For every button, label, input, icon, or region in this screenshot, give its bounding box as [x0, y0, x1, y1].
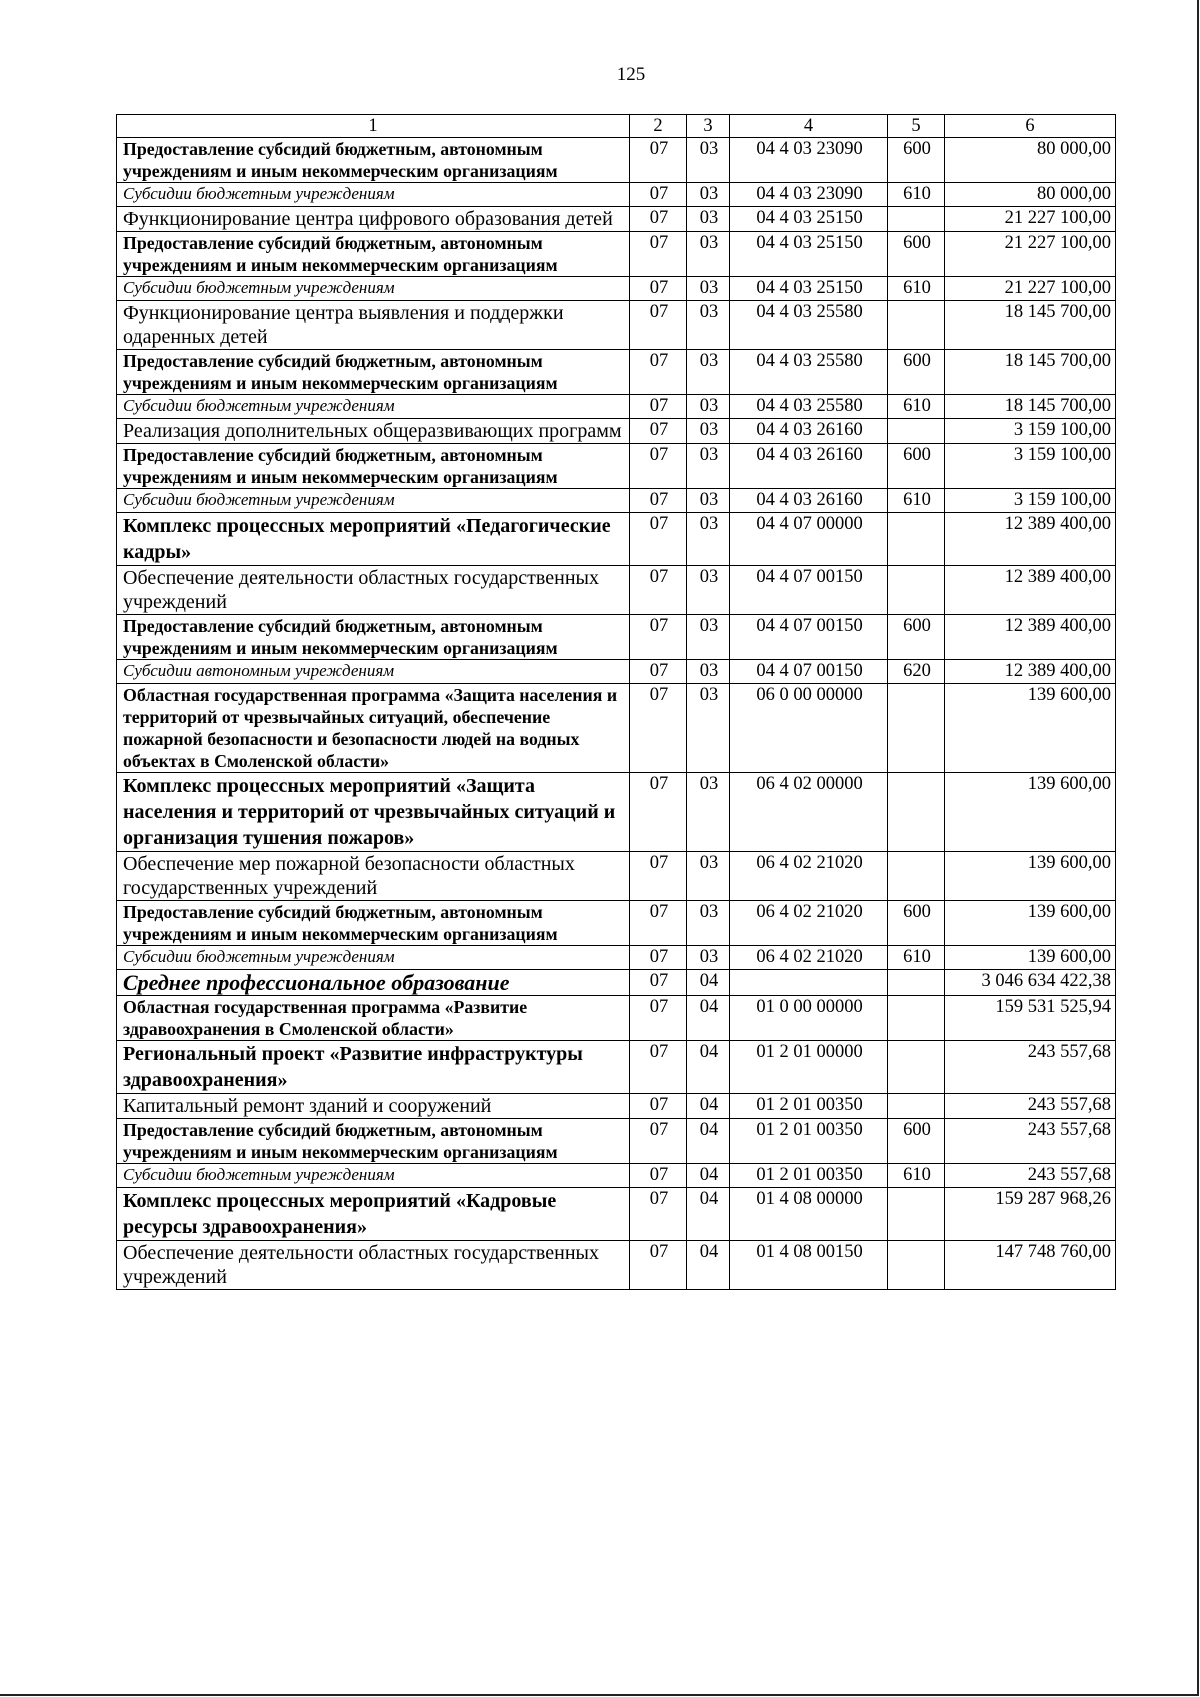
- row-amount-cell: 3 046 634 422,38: [945, 970, 1116, 996]
- row-name-cell: Обеспечение деятельности областных государственных учреждений: [117, 1241, 630, 1290]
- row-amount-cell: 18 145 700,00: [945, 350, 1116, 395]
- table-row: [117, 419, 1116, 444]
- row-name-cell: Функционирование центра цифрового образования детей: [117, 207, 630, 232]
- row-name-cell: Среднее профессиональное образование: [117, 970, 630, 996]
- row-amount-cell: 21 227 100,00: [945, 277, 1116, 301]
- row-amount-cell: 18 145 700,00: [945, 301, 1116, 350]
- row-subsection-code-cell: 04: [687, 1241, 730, 1290]
- row-name-cell: Субсидии бюджетным учреждениям: [117, 277, 630, 301]
- table-row: [117, 444, 1116, 489]
- row-section-code-cell: 07: [630, 684, 687, 773]
- table-row: [117, 1041, 1116, 1094]
- table-row: [117, 350, 1116, 395]
- row-subsection-code-cell: 03: [687, 489, 730, 513]
- row-expense-type-cell: [888, 207, 945, 232]
- row-target-article-cell: 04 4 03 25150: [730, 277, 888, 301]
- row-target-article-cell: 04 4 03 26160: [730, 489, 888, 513]
- row-target-article-cell: 04 4 03 25150: [730, 232, 888, 277]
- row-amount-cell: 243 557,68: [945, 1119, 1116, 1164]
- row-expense-type-cell: [888, 566, 945, 615]
- row-target-article-cell: 01 2 01 00000: [730, 1041, 888, 1094]
- row-name-cell: Субсидии бюджетным учреждениям: [117, 183, 630, 207]
- row-section-code-cell: 07: [630, 660, 687, 684]
- row-section-code-cell: 07: [630, 901, 687, 946]
- row-section-code-cell: 07: [630, 1188, 687, 1241]
- row-subsection-code-cell: 03: [687, 901, 730, 946]
- row-amount-cell: 243 557,68: [945, 1094, 1116, 1119]
- table-row: [117, 277, 1116, 301]
- row-subsection-code-cell: 04: [687, 1041, 730, 1094]
- row-section-code-cell: 07: [630, 566, 687, 615]
- row-target-article-cell: 06 4 02 21020: [730, 901, 888, 946]
- row-name-cell: Субсидии бюджетным учреждениям: [117, 1164, 630, 1188]
- row-subsection-code-cell: 03: [687, 301, 730, 350]
- row-section-code-cell: 07: [630, 301, 687, 350]
- row-expense-type-cell: [888, 1188, 945, 1241]
- row-target-article-cell: 06 0 00 00000: [730, 684, 888, 773]
- row-subsection-code-cell: 03: [687, 684, 730, 773]
- row-section-code-cell: 07: [630, 419, 687, 444]
- header-cell-4: 4: [730, 115, 888, 138]
- row-target-article-cell: 04 4 03 26160: [730, 444, 888, 489]
- row-amount-cell: 18 145 700,00: [945, 395, 1116, 419]
- row-expense-type-cell: 600: [888, 615, 945, 660]
- row-amount-cell: 12 389 400,00: [945, 615, 1116, 660]
- table-row: [117, 901, 1116, 946]
- table-row: [117, 996, 1116, 1041]
- row-name-cell: Субсидии бюджетным учреждениям: [117, 946, 630, 970]
- row-expense-type-cell: [888, 301, 945, 350]
- row-amount-cell: 139 600,00: [945, 773, 1116, 852]
- row-amount-cell: 243 557,68: [945, 1041, 1116, 1094]
- row-subsection-code-cell: 03: [687, 138, 730, 183]
- row-target-article-cell: 04 4 03 25580: [730, 395, 888, 419]
- row-amount-cell: 147 748 760,00: [945, 1241, 1116, 1290]
- row-section-code-cell: 07: [630, 395, 687, 419]
- row-expense-type-cell: [888, 996, 945, 1041]
- row-name-cell: Функционирование центра выявления и поддержки одаренных детей: [117, 301, 630, 350]
- row-section-code-cell: 07: [630, 773, 687, 852]
- row-expense-type-cell: 610: [888, 1164, 945, 1188]
- table-row: [117, 138, 1116, 183]
- row-subsection-code-cell: 03: [687, 852, 730, 901]
- row-subsection-code-cell: 03: [687, 566, 730, 615]
- page-number: 125: [616, 64, 646, 85]
- header-cell-6: 6: [945, 115, 1116, 138]
- row-subsection-code-cell: 03: [687, 615, 730, 660]
- row-name-cell: Областная государственная программа «Развитие здравоохранения в Смоленской области»: [117, 996, 630, 1041]
- table-row: [117, 513, 1116, 566]
- header-cell-2: 2: [630, 115, 687, 138]
- row-expense-type-cell: 600: [888, 901, 945, 946]
- row-name-cell: Предоставление субсидий бюджетным, автономным учреждениям и иным некоммерческим организациям: [117, 615, 630, 660]
- row-subsection-code-cell: 03: [687, 444, 730, 489]
- row-section-code-cell: 07: [630, 1241, 687, 1290]
- row-name-cell: Предоставление субсидий бюджетным, автономным учреждениям и иным некоммерческим организациям: [117, 350, 630, 395]
- row-expense-type-cell: 600: [888, 232, 945, 277]
- row-section-code-cell: 07: [630, 207, 687, 232]
- row-target-article-cell: 01 0 00 00000: [730, 996, 888, 1041]
- table-row: [117, 1164, 1116, 1188]
- row-expense-type-cell: 610: [888, 946, 945, 970]
- header-cell-3: 3: [687, 115, 730, 138]
- row-amount-cell: 3 159 100,00: [945, 444, 1116, 489]
- row-expense-type-cell: 600: [888, 350, 945, 395]
- row-section-code-cell: 07: [630, 946, 687, 970]
- row-target-article-cell: 04 4 07 00150: [730, 615, 888, 660]
- row-name-cell: Предоставление субсидий бюджетным, автономным учреждениям и иным некоммерческим организациям: [117, 1119, 630, 1164]
- row-expense-type-cell: [888, 1041, 945, 1094]
- row-subsection-code-cell: 03: [687, 350, 730, 395]
- row-target-article-cell: [730, 970, 888, 996]
- row-name-cell: Обеспечение деятельности областных государственных учреждений: [117, 566, 630, 615]
- row-section-code-cell: 07: [630, 232, 687, 277]
- row-subsection-code-cell: 04: [687, 1164, 730, 1188]
- row-section-code-cell: 07: [630, 489, 687, 513]
- row-target-article-cell: 01 4 08 00150: [730, 1241, 888, 1290]
- row-target-article-cell: 04 4 03 25150: [730, 207, 888, 232]
- row-amount-cell: 159 531 525,94: [945, 996, 1116, 1041]
- row-section-code-cell: 07: [630, 350, 687, 395]
- table-row: [117, 773, 1116, 852]
- table-row: [117, 1241, 1116, 1290]
- row-target-article-cell: 04 4 03 23090: [730, 183, 888, 207]
- row-subsection-code-cell: 03: [687, 207, 730, 232]
- row-section-code-cell: 07: [630, 996, 687, 1041]
- row-subsection-code-cell: 03: [687, 419, 730, 444]
- row-target-article-cell: 01 2 01 00350: [730, 1094, 888, 1119]
- row-section-code-cell: 07: [630, 1164, 687, 1188]
- row-expense-type-cell: 610: [888, 489, 945, 513]
- row-amount-cell: 80 000,00: [945, 138, 1116, 183]
- row-name-cell: Комплекс процессных мероприятий «Кадровые ресурсы здравоохранения»: [117, 1188, 630, 1241]
- row-section-code-cell: 07: [630, 183, 687, 207]
- row-section-code-cell: 07: [630, 1094, 687, 1119]
- row-expense-type-cell: [888, 1094, 945, 1119]
- row-section-code-cell: 07: [630, 277, 687, 301]
- row-target-article-cell: 04 4 07 00150: [730, 660, 888, 684]
- table-row: [117, 1188, 1116, 1241]
- row-section-code-cell: 07: [630, 615, 687, 660]
- table-row: [117, 1094, 1116, 1119]
- row-target-article-cell: 04 4 03 25580: [730, 301, 888, 350]
- row-target-article-cell: 06 4 02 21020: [730, 946, 888, 970]
- row-subsection-code-cell: 04: [687, 970, 730, 996]
- row-name-cell: Комплекс процессных мероприятий «Педагогические кадры»: [117, 513, 630, 566]
- row-target-article-cell: 04 4 03 23090: [730, 138, 888, 183]
- row-expense-type-cell: 600: [888, 138, 945, 183]
- row-expense-type-cell: 610: [888, 183, 945, 207]
- row-name-cell: Комплекс процессных мероприятий «Защита населения и территорий от чрезвычайных ситуаций и организация тушения пожаров»: [117, 773, 630, 852]
- row-target-article-cell: 01 2 01 00350: [730, 1164, 888, 1188]
- row-target-article-cell: 06 4 02 00000: [730, 773, 888, 852]
- row-amount-cell: 12 389 400,00: [945, 566, 1116, 615]
- row-expense-type-cell: [888, 419, 945, 444]
- row-expense-type-cell: 620: [888, 660, 945, 684]
- table-row: [117, 489, 1116, 513]
- table-row: [117, 183, 1116, 207]
- row-target-article-cell: 06 4 02 21020: [730, 852, 888, 901]
- row-name-cell: Предоставление субсидий бюджетным, автономным учреждениям и иным некоммерческим организациям: [117, 901, 630, 946]
- budget-table: [116, 114, 1116, 1290]
- row-name-cell: Обеспечение мер пожарной безопасности областных государственных учреждений: [117, 852, 630, 901]
- row-subsection-code-cell: 04: [687, 1094, 730, 1119]
- table-row: [117, 615, 1116, 660]
- row-amount-cell: 21 227 100,00: [945, 232, 1116, 277]
- row-amount-cell: 139 600,00: [945, 852, 1116, 901]
- row-expense-type-cell: [888, 684, 945, 773]
- table-header-row: [117, 115, 1116, 138]
- row-section-code-cell: 07: [630, 444, 687, 489]
- row-expense-type-cell: [888, 970, 945, 996]
- row-amount-cell: 3 159 100,00: [945, 419, 1116, 444]
- row-name-cell: Предоставление субсидий бюджетным, автономным учреждениям и иным некоммерческим организациям: [117, 138, 630, 183]
- table-row: [117, 684, 1116, 773]
- table-row: [117, 946, 1116, 970]
- row-target-article-cell: 01 2 01 00350: [730, 1119, 888, 1164]
- row-section-code-cell: 07: [630, 513, 687, 566]
- row-target-article-cell: 04 4 07 00000: [730, 513, 888, 566]
- row-subsection-code-cell: 03: [687, 232, 730, 277]
- row-expense-type-cell: 600: [888, 444, 945, 489]
- row-section-code-cell: 07: [630, 138, 687, 183]
- row-target-article-cell: 04 4 03 26160: [730, 419, 888, 444]
- row-target-article-cell: 04 4 03 25580: [730, 350, 888, 395]
- table-row: [117, 660, 1116, 684]
- row-expense-type-cell: [888, 513, 945, 566]
- table-row: [117, 566, 1116, 615]
- table-row: [117, 852, 1116, 901]
- header-cell-5: 5: [888, 115, 945, 138]
- row-amount-cell: 139 600,00: [945, 946, 1116, 970]
- row-subsection-code-cell: 03: [687, 183, 730, 207]
- row-expense-type-cell: 610: [888, 277, 945, 301]
- row-subsection-code-cell: 03: [687, 660, 730, 684]
- row-amount-cell: 80 000,00: [945, 183, 1116, 207]
- row-expense-type-cell: 610: [888, 395, 945, 419]
- row-amount-cell: 21 227 100,00: [945, 207, 1116, 232]
- row-name-cell: Субсидии бюджетным учреждениям: [117, 395, 630, 419]
- row-amount-cell: 139 600,00: [945, 684, 1116, 773]
- row-name-cell: Субсидии бюджетным учреждениям: [117, 489, 630, 513]
- row-subsection-code-cell: 04: [687, 996, 730, 1041]
- row-amount-cell: 12 389 400,00: [945, 513, 1116, 566]
- table-row: [117, 301, 1116, 350]
- row-name-cell: Реализация дополнительных общеразвивающих программ: [117, 419, 630, 444]
- table-row: [117, 970, 1116, 996]
- row-name-cell: Предоставление субсидий бюджетным, автономным учреждениям и иным некоммерческим организациям: [117, 232, 630, 277]
- row-amount-cell: 3 159 100,00: [945, 489, 1116, 513]
- table-row: [117, 395, 1116, 419]
- row-amount-cell: 12 389 400,00: [945, 660, 1116, 684]
- row-subsection-code-cell: 03: [687, 946, 730, 970]
- row-target-article-cell: 01 4 08 00000: [730, 1188, 888, 1241]
- row-expense-type-cell: [888, 1241, 945, 1290]
- table-row: [117, 207, 1116, 232]
- row-subsection-code-cell: 03: [687, 513, 730, 566]
- row-amount-cell: 139 600,00: [945, 901, 1116, 946]
- header-cell-1: 1: [117, 115, 630, 138]
- table-row: [117, 232, 1116, 277]
- row-section-code-cell: 07: [630, 970, 687, 996]
- row-name-cell: Капитальный ремонт зданий и сооружений: [117, 1094, 630, 1119]
- row-name-cell: Областная государственная программа «Защита населения и территорий от чрезвычайных ситуаций, обеспечение пожарной безопасности и безопасности людей на водных объектах в Смоленской области»: [117, 684, 630, 773]
- row-subsection-code-cell: 03: [687, 773, 730, 852]
- row-target-article-cell: 04 4 07 00150: [730, 566, 888, 615]
- row-subsection-code-cell: 04: [687, 1119, 730, 1164]
- row-section-code-cell: 07: [630, 1119, 687, 1164]
- row-section-code-cell: 07: [630, 852, 687, 901]
- row-amount-cell: 243 557,68: [945, 1164, 1116, 1188]
- row-amount-cell: 159 287 968,26: [945, 1188, 1116, 1241]
- row-subsection-code-cell: 03: [687, 395, 730, 419]
- row-name-cell: Субсидии автономным учреждениям: [117, 660, 630, 684]
- row-subsection-code-cell: 03: [687, 277, 730, 301]
- row-name-cell: Региональный проект «Развитие инфраструктуры здравоохранения»: [117, 1041, 630, 1094]
- row-section-code-cell: 07: [630, 1041, 687, 1094]
- row-subsection-code-cell: 04: [687, 1188, 730, 1241]
- row-name-cell: Предоставление субсидий бюджетным, автономным учреждениям и иным некоммерческим организациям: [117, 444, 630, 489]
- row-expense-type-cell: [888, 773, 945, 852]
- row-expense-type-cell: 600: [888, 1119, 945, 1164]
- row-expense-type-cell: [888, 852, 945, 901]
- table-row: [117, 1119, 1116, 1164]
